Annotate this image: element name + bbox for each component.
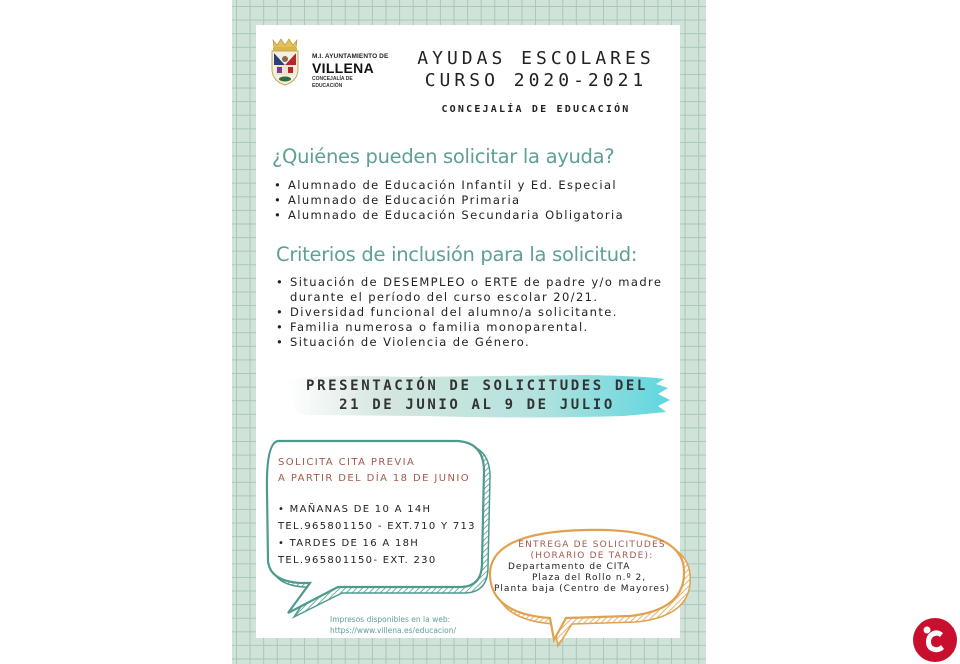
delivery-line: Plaza del Rollo n.º 2, (532, 573, 647, 583)
list-item: • Alumnado de Educación Primaria (274, 193, 624, 208)
logo-line4: EDUCACIÓN (312, 83, 343, 89)
title-line2: CURSO 2020-2021 (424, 70, 648, 91)
appointment-phone: TEL.965801150- EXT. 230 (278, 555, 437, 566)
criteria-heading: Criterios de inclusión para la solicitud: (276, 243, 638, 266)
appointment-head-line1: SOLICITA CITA PREVIA (278, 457, 416, 468)
title-line1: AYUDAS ESCOLARES (417, 48, 655, 69)
web-info (330, 614, 456, 636)
banner-line2: 21 DE JUNIO AL 9 DE JULIO (339, 397, 615, 413)
poster-card (256, 25, 680, 638)
list-item: • Diversidad funcional del alumno/a solicitante. (276, 305, 671, 320)
delivery-head-line2: (HORARIO DE TARDE): (530, 551, 654, 561)
appointment-line: • MAÑANAS DE 10 A 14H (278, 504, 432, 515)
poster-background (232, 0, 706, 664)
logo-line3: CONCEJALÍA DE (312, 76, 353, 82)
appointment-text (278, 455, 476, 569)
appointment-head-line2: A PARTIR DEL DÍA 18 DE JUNIO (278, 473, 470, 484)
web-label: Impresos disponibles en la web: (330, 615, 451, 624)
logo-line2: VILLENA (312, 60, 374, 76)
list-item: • Situación de Violencia de Género. (276, 335, 671, 350)
delivery-head-line1: ENTREGA DE SOLICITUDES (518, 540, 666, 550)
dates-banner (284, 370, 670, 422)
delivery-text (492, 540, 692, 595)
page-subtitle: CONCEJALÍA DE EDUCACIÓN (441, 104, 631, 115)
web-link[interactable]: https://www.villena.es/educacion/ (330, 626, 456, 635)
ic-glyph-icon (913, 618, 957, 662)
delivery-line: Departamento de CITA (508, 562, 631, 572)
list-item: • Alumnado de Educación Secundaria Obligatoria (274, 208, 624, 223)
who-list (274, 178, 624, 223)
criteria-list (276, 275, 671, 350)
appointment-line: • TARDES DE 16 A 18H (278, 538, 420, 549)
list-item: • Situación de DESEMPLEO o ERTE de padre y/o madre durante el período del curso escolar 20/21. (276, 275, 671, 305)
delivery-line: Planta baja (Centro de Mayores) (494, 584, 671, 594)
who-heading: ¿Quiénes pueden solicitar la ayuda? (272, 145, 615, 168)
list-item: • Alumnado de Educación Infantil y Ed. Especial (274, 178, 624, 193)
logo-line1: M.I. AYUNTAMIENTO DE (312, 53, 389, 60)
ic-site-logo-icon[interactable] (913, 618, 957, 662)
page-title (406, 48, 666, 92)
appointment-phone: TEL.965801150 - EXT.710 Y 713 (278, 521, 476, 532)
banner-line1: PRESENTACIÓN DE SOLICITUDES DEL (306, 378, 648, 394)
coat-of-arms-icon (268, 37, 302, 87)
villena-logo (268, 37, 408, 97)
list-item: • Familia numerosa o familia monoparental. (276, 320, 671, 335)
